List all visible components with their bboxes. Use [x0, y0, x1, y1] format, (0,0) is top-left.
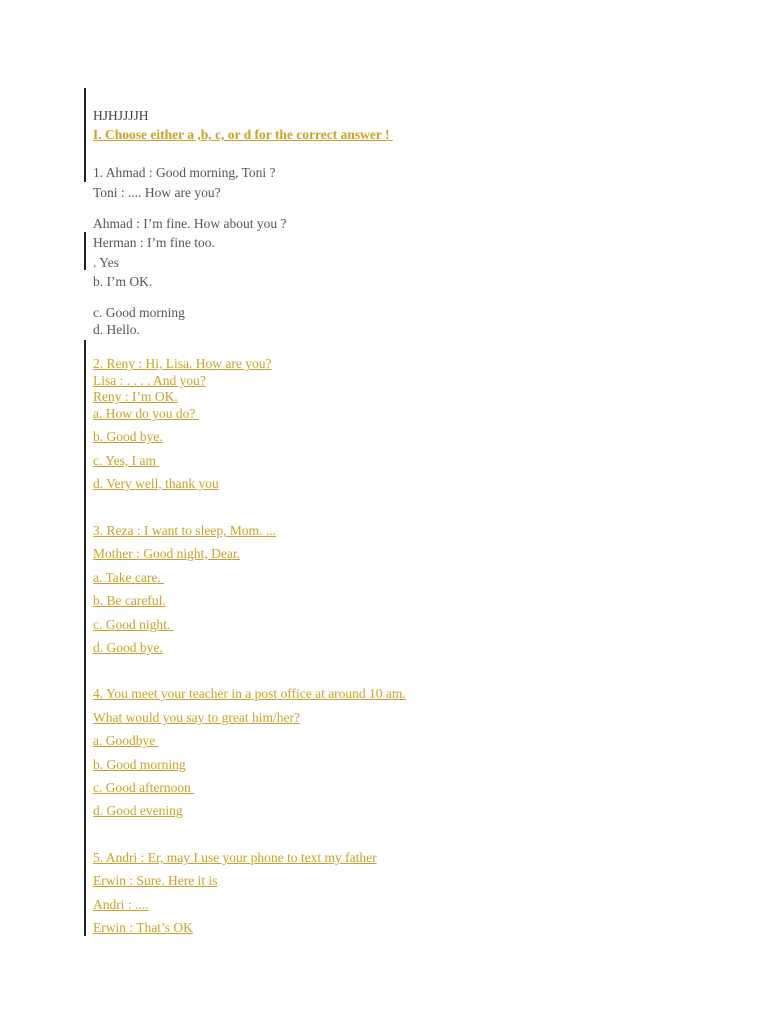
margin-bar: [84, 232, 86, 270]
q3-option-c: c. Good night.: [93, 617, 174, 632]
q2-option-a: a. How do you do?: [93, 406, 199, 421]
q2-option-b: b. Good bye.: [93, 429, 163, 444]
q3-option-d: d. Good bye.: [93, 640, 163, 655]
q1-option-d: d. Hello.: [93, 322, 140, 337]
q4-option-b: b. Good morning: [93, 757, 186, 772]
q2-option-c: c. Yes, I am: [93, 453, 160, 468]
q5-line3: Andri : ....: [93, 897, 149, 912]
q1-line2: Toni : .... How are you?: [93, 185, 221, 200]
q4-option-c: c. Good afternoon: [93, 780, 195, 795]
q1-option-a: . Yes: [93, 255, 119, 270]
q3-line2: Mother : Good night, Dear.: [93, 546, 240, 561]
q1-option-b: b. I’m OK.: [93, 274, 153, 289]
q4-option-a: a. Goodbye: [93, 733, 159, 748]
q3-line1: 3. Reza : I want to sleep, Mom. ...: [93, 523, 276, 538]
q1-line4: Herman : I’m fine too.: [93, 235, 215, 250]
doc-heading: HJHJJJJH: [93, 108, 149, 123]
q3-option-a: a. Take care.: [93, 570, 165, 585]
q1-line1: 1. Ahmad : Good morning, Toni ?: [93, 165, 276, 180]
margin-bar: [84, 88, 86, 182]
q2-line2: Lisa : . . . . And you?: [93, 373, 206, 388]
margin-bar: [84, 340, 86, 936]
q4-option-d: d. Good evening: [93, 803, 183, 818]
q1-line3: Ahmad : I’m fine. How about you ?: [93, 216, 287, 231]
q3-option-b: b. Be careful.: [93, 593, 166, 608]
q2-line3: Reny : I’m OK.: [93, 389, 178, 404]
q4-line1: 4. You meet your teacher in a post office at around 10 am.: [93, 686, 406, 701]
q4-line2: What would you say to great him/her?: [93, 710, 300, 725]
q5-line2: Erwin : Sure. Here it is: [93, 873, 218, 888]
q2-option-d: d. Very well, thank you: [93, 476, 219, 491]
instruction-text: I. Choose either a ,b, c, or d for the correct answer !: [93, 127, 393, 142]
q5-line4: Erwin : That’s OK: [93, 920, 193, 935]
q1-option-c: c. Good morning: [93, 305, 185, 320]
q5-line1: 5. Andri : Er, may I use your phone to text my father: [93, 850, 377, 865]
q2-line1: 2. Reny : Hi, Lisa. How are you?: [93, 356, 272, 371]
